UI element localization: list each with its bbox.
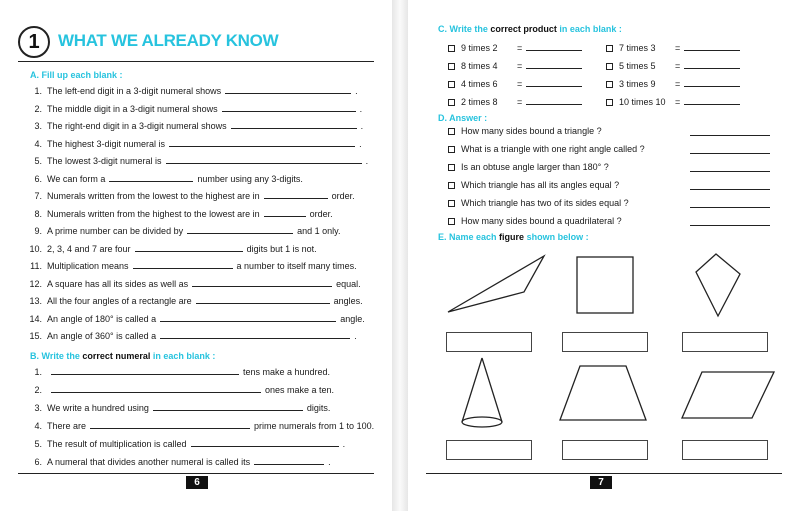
product-item: [448, 96, 582, 108]
section-a-item: [24, 120, 363, 132]
answer-box-kite[interactable]: [682, 332, 768, 352]
answer-item: [448, 215, 622, 227]
item-number: 10.: [29, 243, 42, 254]
section-a-item: [24, 173, 303, 185]
checkbox-icon: [606, 81, 613, 88]
book-gutter: [392, 0, 408, 511]
kite-figure: [694, 252, 744, 318]
answer-box-cone[interactable]: [446, 440, 532, 460]
section-a-item: [24, 278, 361, 290]
section-b-item: [24, 384, 334, 396]
fill-blank[interactable]: [153, 402, 303, 411]
product-label: 10 times 10: [619, 97, 666, 107]
fill-blank[interactable]: [684, 96, 740, 105]
product-item: [448, 42, 582, 54]
item-text: A square has all its sides as well as: [47, 278, 189, 289]
item-text: Numerals written from the lowest to the highest are in: [47, 191, 260, 201]
product-label: 3 times 9: [619, 79, 656, 89]
item-number: 1.: [34, 367, 42, 377]
item-number: 9.: [34, 226, 42, 236]
item-number: 5.: [34, 156, 42, 166]
fill-blank[interactable]: [160, 313, 336, 322]
item-text: The middle digit in a 3-digit numeral shows: [47, 103, 218, 114]
product-label: 9 times 2: [461, 43, 498, 53]
section-a-item: [24, 190, 355, 202]
checkbox-icon: [606, 63, 613, 70]
item-text-after: .: [354, 331, 357, 341]
fill-blank[interactable]: [264, 190, 328, 199]
cone-figure: [458, 356, 508, 430]
item-text: The result of multiplication is called: [47, 439, 187, 449]
item-text-after: a number to itself many times.: [236, 261, 357, 271]
equals-sign: =: [517, 43, 523, 53]
checkbox-icon: [448, 63, 455, 70]
item-number: 5.: [34, 439, 42, 449]
chapter-title: WHAT WE ALREADY KNOW: [58, 31, 279, 50]
fill-blank[interactable]: [51, 384, 261, 393]
chapter-number: 1: [18, 26, 50, 58]
footer-rule: [426, 473, 782, 474]
fill-blank[interactable]: [222, 103, 356, 112]
fill-blank[interactable]: [192, 278, 332, 287]
section-a-item: [24, 155, 368, 167]
section-b-item: [24, 366, 330, 378]
item-text: There are: [47, 421, 87, 431]
item-text-after: number using any 3-digits.: [197, 173, 303, 184]
item-number: 4.: [34, 421, 42, 431]
section-b-heading: B. Write the correct numeral in each blank :: [30, 351, 216, 361]
section-a-item: [24, 85, 358, 97]
product-item: [448, 60, 582, 72]
item-text: All the four angles of a rectangle are: [47, 296, 192, 306]
page-number: 7: [590, 476, 612, 489]
fill-blank[interactable]: [526, 78, 582, 87]
checkbox-icon: [606, 45, 613, 52]
item-text: Numerals written from the highest to the lowest are in: [47, 208, 260, 219]
product-label: 5 times 5: [619, 61, 656, 71]
product-item: [606, 42, 740, 54]
checkbox-icon: [448, 182, 455, 189]
item-text-after: .: [359, 138, 362, 149]
equals-sign: =: [675, 97, 681, 107]
item-text: A prime number can be divided by: [47, 226, 184, 236]
item-text: An angle of 360° is called a: [47, 331, 157, 341]
item-number: 7.: [34, 191, 42, 201]
question-text: What is a triangle with one right angle called ?: [461, 144, 645, 154]
page-number: 6: [186, 476, 208, 489]
item-number: 3.: [34, 403, 42, 413]
section-b-item: [24, 438, 345, 450]
item-text-after: digits.: [306, 403, 331, 413]
item-number: 11.: [30, 261, 42, 271]
fill-blank[interactable]: [264, 208, 306, 217]
fill-blank[interactable]: [169, 138, 355, 147]
question-text: Which triangle has all its angles equal ?: [461, 180, 620, 190]
product-item: [448, 78, 582, 90]
left-page: [0, 0, 392, 511]
item-number: 13.: [29, 296, 42, 306]
question-text: Is an obtuse angle larger than 180° ?: [461, 162, 609, 172]
answer-line[interactable]: [690, 163, 770, 172]
fill-blank[interactable]: [684, 42, 740, 51]
answer-line[interactable]: [690, 145, 770, 154]
section-d-heading: D. Answer :: [438, 113, 488, 123]
item-text: The left-end digit in a 3-digit numeral shows: [47, 86, 222, 96]
answer-item: [448, 197, 629, 209]
section-a-item: [24, 138, 362, 150]
product-label: 2 times 8: [461, 97, 498, 107]
section-b-item: [24, 420, 374, 432]
item-text-after: order.: [309, 208, 333, 219]
fill-blank[interactable]: [684, 60, 740, 69]
item-text: A numeral that divides another numeral is called its: [47, 457, 251, 467]
item-text: An angle of 180° is called a: [47, 313, 157, 324]
item-text: We can form a: [47, 173, 106, 184]
item-number: 2.: [34, 103, 42, 114]
fill-blank[interactable]: [684, 78, 740, 87]
answer-line[interactable]: [690, 217, 770, 226]
fill-blank[interactable]: [526, 96, 582, 105]
item-number: 14.: [29, 313, 42, 324]
right-page: [408, 0, 800, 511]
item-number: 15.: [29, 331, 42, 341]
item-number: 6.: [34, 457, 42, 467]
answer-line[interactable]: [690, 127, 770, 136]
item-text-after: prime numerals from 1 to 100.: [254, 421, 375, 431]
answer-box-triangle[interactable]: [446, 332, 532, 352]
fill-blank[interactable]: [51, 366, 239, 375]
fill-blank[interactable]: [133, 260, 233, 269]
fill-blank[interactable]: [254, 456, 324, 465]
section-b-item: [24, 456, 331, 468]
item-number: 1.: [34, 86, 42, 96]
item-number: 6.: [34, 173, 42, 184]
question-text: Which triangle has two of its sides equal ?: [461, 198, 629, 208]
fill-blank[interactable]: [526, 42, 582, 51]
chapter-header: [18, 26, 374, 62]
section-b-item: [24, 402, 330, 414]
answer-item: [448, 125, 602, 137]
item-number: 2.: [34, 385, 42, 395]
item-text-after: equal.: [336, 278, 361, 289]
question-text: How many sides bound a triangle ?: [461, 126, 602, 136]
section-a-item: [24, 208, 333, 220]
answer-item: [448, 143, 645, 155]
item-number: 3.: [34, 121, 42, 131]
checkbox-icon: [606, 99, 613, 106]
section-a-item: [24, 260, 357, 272]
product-label: 7 times 3: [619, 43, 656, 53]
footer-rule: [18, 473, 374, 474]
equals-sign: =: [517, 61, 523, 71]
product-item: [606, 60, 740, 72]
fill-blank[interactable]: [166, 155, 362, 164]
fill-blank[interactable]: [191, 438, 339, 447]
section-c-heading: C. Write the correct product in each blank :: [438, 24, 622, 34]
product-label: 4 times 6: [461, 79, 498, 89]
item-text: The highest 3-digit numeral is: [47, 138, 166, 149]
answer-line[interactable]: [690, 199, 770, 208]
item-text-after: .: [365, 156, 369, 166]
item-text-after: .: [355, 86, 358, 96]
item-text-after: order.: [331, 191, 355, 201]
equals-sign: =: [517, 97, 523, 107]
checkbox-icon: [448, 164, 455, 171]
fill-blank[interactable]: [196, 295, 330, 304]
section-e-heading: E. Name each figure shown below :: [438, 232, 589, 242]
checkbox-icon: [448, 218, 455, 225]
item-text-after: angle.: [340, 313, 365, 324]
fill-blank[interactable]: [135, 243, 243, 252]
item-text-after: tens make a hundred.: [243, 367, 331, 377]
item-text-after: digits but 1 is not.: [246, 243, 317, 254]
product-item: [606, 78, 740, 90]
section-a-item: [24, 295, 363, 307]
checkbox-icon: [448, 128, 455, 135]
section-a-item: [24, 103, 362, 115]
answer-box-square[interactable]: [562, 332, 648, 352]
item-text: We write a hundred using: [47, 403, 149, 413]
item-text-after: .: [328, 457, 331, 467]
section-a-item: [24, 330, 357, 342]
item-text: 2, 3, 4 and 7 are four: [47, 243, 131, 254]
item-text-after: angles.: [333, 296, 363, 306]
fill-blank[interactable]: [231, 120, 357, 129]
square-figure: [576, 256, 636, 316]
item-number: 12.: [29, 278, 42, 289]
answer-item: [448, 161, 609, 173]
item-text-after: .: [359, 103, 363, 114]
parallelogram-figure: [680, 370, 776, 422]
item-number: 8.: [34, 208, 42, 219]
item-text-after: and 1 only.: [297, 226, 341, 236]
fill-blank[interactable]: [225, 85, 351, 94]
item-text: Multiplication means: [47, 261, 129, 271]
product-label: 8 times 4: [461, 61, 498, 71]
fill-blank[interactable]: [187, 225, 293, 234]
item-text-after: ones make a ten.: [265, 385, 335, 395]
answer-item: [448, 179, 619, 191]
fill-blank[interactable]: [90, 420, 250, 429]
section-a-heading: A. Fill up each blank :: [30, 70, 123, 80]
fill-blank[interactable]: [109, 173, 193, 182]
item-text-after: .: [342, 439, 346, 449]
checkbox-icon: [448, 45, 455, 52]
checkbox-icon: [448, 200, 455, 207]
triangle-figure: [446, 254, 546, 314]
item-text-after: .: [360, 121, 364, 131]
item-text: The lowest 3-digit numeral is: [47, 156, 162, 166]
answer-box-trapezium[interactable]: [562, 440, 648, 460]
answer-box-parallelogram[interactable]: [682, 440, 768, 460]
equals-sign: =: [675, 79, 681, 89]
checkbox-icon: [448, 99, 455, 106]
item-text: The right-end digit in a 3-digit numeral shows: [47, 121, 227, 131]
checkbox-icon: [448, 81, 455, 88]
section-a-item: [24, 225, 340, 237]
checkbox-icon: [448, 146, 455, 153]
fill-blank[interactable]: [160, 330, 350, 339]
item-number: 4.: [34, 138, 42, 149]
answer-line[interactable]: [690, 181, 770, 190]
trapezium-figure: [558, 364, 648, 424]
section-a-item: [24, 243, 317, 255]
fill-blank[interactable]: [526, 60, 582, 69]
product-item: [606, 96, 740, 108]
equals-sign: =: [675, 61, 681, 71]
equals-sign: =: [517, 79, 523, 89]
section-a-item: [24, 313, 365, 325]
equals-sign: =: [675, 43, 681, 53]
question-text: How many sides bound a quadrilateral ?: [461, 216, 622, 226]
